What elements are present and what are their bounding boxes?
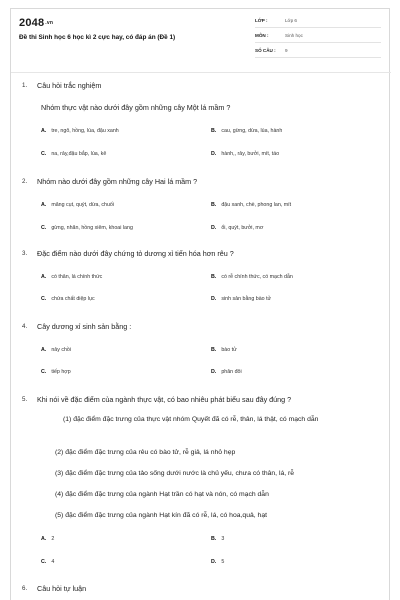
meta-class-label: LỚP : bbox=[255, 18, 268, 23]
exam-sheet bbox=[10, 8, 390, 600]
option-b[interactable] bbox=[211, 274, 293, 280]
meta-subject bbox=[255, 30, 381, 43]
option-text: nảy chồi bbox=[51, 347, 72, 353]
statement-5: (5) đặc điểm đặc trưng của ngành Hạt kín đã có rễ, lá, có hoa,quả, hạt bbox=[55, 512, 267, 519]
option-d[interactable] bbox=[211, 559, 224, 565]
option-text: măng cụt, quýt, dừa, chuối bbox=[51, 202, 115, 208]
option-text: tiếp hợp bbox=[51, 369, 71, 375]
meta-count bbox=[255, 45, 381, 58]
option-letter: C. bbox=[41, 151, 47, 157]
option-text: bào tử bbox=[221, 347, 237, 353]
option-letter: A. bbox=[41, 347, 47, 353]
question-number: 5. bbox=[22, 396, 28, 403]
header bbox=[11, 9, 391, 67]
option-d[interactable] bbox=[211, 296, 271, 302]
option-c[interactable] bbox=[41, 225, 133, 231]
option-letter: D. bbox=[211, 225, 217, 231]
question-text: Đặc điểm nào dưới đây chứng tỏ dương xỉ tiến hóa hơn rêu ? bbox=[37, 249, 234, 258]
statement-3: (3) đặc điểm đặc trưng của tảo sống dưới nước là chủ yếu, chưa có thân, lá, rễ bbox=[55, 470, 295, 477]
logo-suffix: .vn bbox=[45, 20, 54, 27]
meta-subject-value: Sinh học bbox=[285, 33, 303, 38]
option-a[interactable] bbox=[41, 128, 119, 134]
option-a[interactable] bbox=[41, 202, 114, 208]
question-text: Cây dương xỉ sinh sản bằng : bbox=[37, 322, 132, 331]
question-text: Khi nói về đặc điểm của ngành thực vật, có bao nhiêu phát biểu sau đây đúng ? bbox=[37, 395, 292, 404]
statement-2: (2) đặc điểm đặc trưng của rêu có bào tử, rễ giả, lá nhỏ hẹp bbox=[55, 449, 236, 456]
document-title: Đề thi Sinh học 6 học kì 2 cực hay, có đáp án (Đề 1) bbox=[19, 34, 176, 41]
option-c[interactable] bbox=[41, 296, 95, 302]
option-letter: A. bbox=[41, 202, 47, 208]
header-divider bbox=[11, 72, 391, 73]
question-number: 2. bbox=[22, 178, 28, 185]
question-number: 1. bbox=[22, 82, 28, 89]
option-b[interactable] bbox=[211, 128, 282, 134]
option-text: hành,, rảy, bưởi, mít, táo bbox=[221, 151, 280, 157]
option-letter: B. bbox=[211, 202, 217, 208]
option-text: ổi, quýt, bưởi, mơ bbox=[221, 225, 264, 231]
option-b[interactable] bbox=[211, 202, 291, 208]
option-a[interactable] bbox=[41, 347, 71, 353]
option-d[interactable] bbox=[211, 151, 279, 157]
statement-4: (4) đặc điểm đặc trưng của ngành Hạt trần có hạt và nón, có mạch dẫn bbox=[55, 491, 269, 498]
option-text: tre, ngô, hồng, lúa, đậu xanh bbox=[51, 128, 119, 134]
option-text: gừng, nhãn, hồng xiêm, khoai lang bbox=[51, 225, 133, 231]
option-text: cau, gừng, dừa, lúa, hành bbox=[221, 128, 283, 134]
option-text: 5 bbox=[221, 559, 225, 565]
option-letter: D. bbox=[211, 559, 217, 565]
question-stem: Nhóm thực vật nào dưới đây gồm những cây Một lá mầm ? bbox=[41, 103, 231, 112]
option-letter: A. bbox=[41, 274, 47, 280]
option-letter: D. bbox=[211, 151, 217, 157]
option-b[interactable] bbox=[211, 347, 237, 353]
meta-count-label: SỐ CÂU : bbox=[255, 48, 276, 53]
logo-main: 2048 bbox=[19, 17, 45, 29]
option-c[interactable] bbox=[41, 559, 54, 565]
option-letter: B. bbox=[211, 128, 217, 134]
option-letter: D. bbox=[211, 369, 217, 375]
option-c[interactable] bbox=[41, 151, 106, 157]
option-letter: A. bbox=[41, 128, 47, 134]
meta-count-value: 9 bbox=[285, 48, 288, 53]
option-text: 2 bbox=[51, 536, 55, 542]
option-text: chứa chất diệp lục bbox=[51, 296, 95, 302]
option-letter: C. bbox=[41, 296, 47, 302]
option-text: 3 bbox=[221, 536, 225, 542]
meta-class-value: Lớp 6 bbox=[285, 18, 297, 23]
statement-1: (1) đặc điểm đặc trưng của thực vật nhóm Quyết đã có rễ, thân, lá thật, có mạch dẫn bbox=[63, 416, 319, 423]
option-c[interactable] bbox=[41, 369, 71, 375]
option-text: phân đôi bbox=[221, 369, 242, 375]
option-a[interactable] bbox=[41, 274, 102, 280]
option-text: đậu xanh, chè, phong lan, mít bbox=[221, 202, 292, 208]
option-d[interactable] bbox=[211, 369, 242, 375]
question-text: Nhóm nào dưới đây gồm những cây Hai lá mầm ? bbox=[37, 177, 198, 186]
option-b[interactable] bbox=[211, 536, 224, 542]
option-letter: B. bbox=[211, 536, 217, 542]
question-number: 4. bbox=[22, 323, 28, 330]
option-letter: C. bbox=[41, 559, 47, 565]
question-text: Câu hỏi trắc nghiệm bbox=[37, 81, 102, 90]
site-logo[interactable] bbox=[19, 17, 53, 29]
question-number: 6. bbox=[22, 585, 28, 592]
option-text: sinh sản bằng bào tử bbox=[221, 296, 272, 302]
option-letter: C. bbox=[41, 225, 47, 231]
option-d[interactable] bbox=[211, 225, 263, 231]
option-letter: C. bbox=[41, 369, 47, 375]
question-text: Câu hỏi tự luận bbox=[37, 584, 87, 593]
meta-class bbox=[255, 15, 381, 28]
option-letter: A. bbox=[41, 536, 47, 542]
option-text: có rễ chính thức, có mạch dẫn bbox=[221, 274, 293, 280]
option-letter: B. bbox=[211, 274, 217, 280]
option-text: na, rảy,đậu bắp, lúa, kê bbox=[51, 151, 107, 157]
option-letter: D. bbox=[211, 296, 217, 302]
question-number: 3. bbox=[22, 250, 28, 257]
option-a[interactable] bbox=[41, 536, 54, 542]
option-text: có thân, lá chính thức bbox=[51, 274, 103, 280]
option-text: 4 bbox=[51, 559, 55, 565]
option-letter: B. bbox=[211, 347, 217, 353]
meta-subject-label: MÔN : bbox=[255, 33, 269, 38]
